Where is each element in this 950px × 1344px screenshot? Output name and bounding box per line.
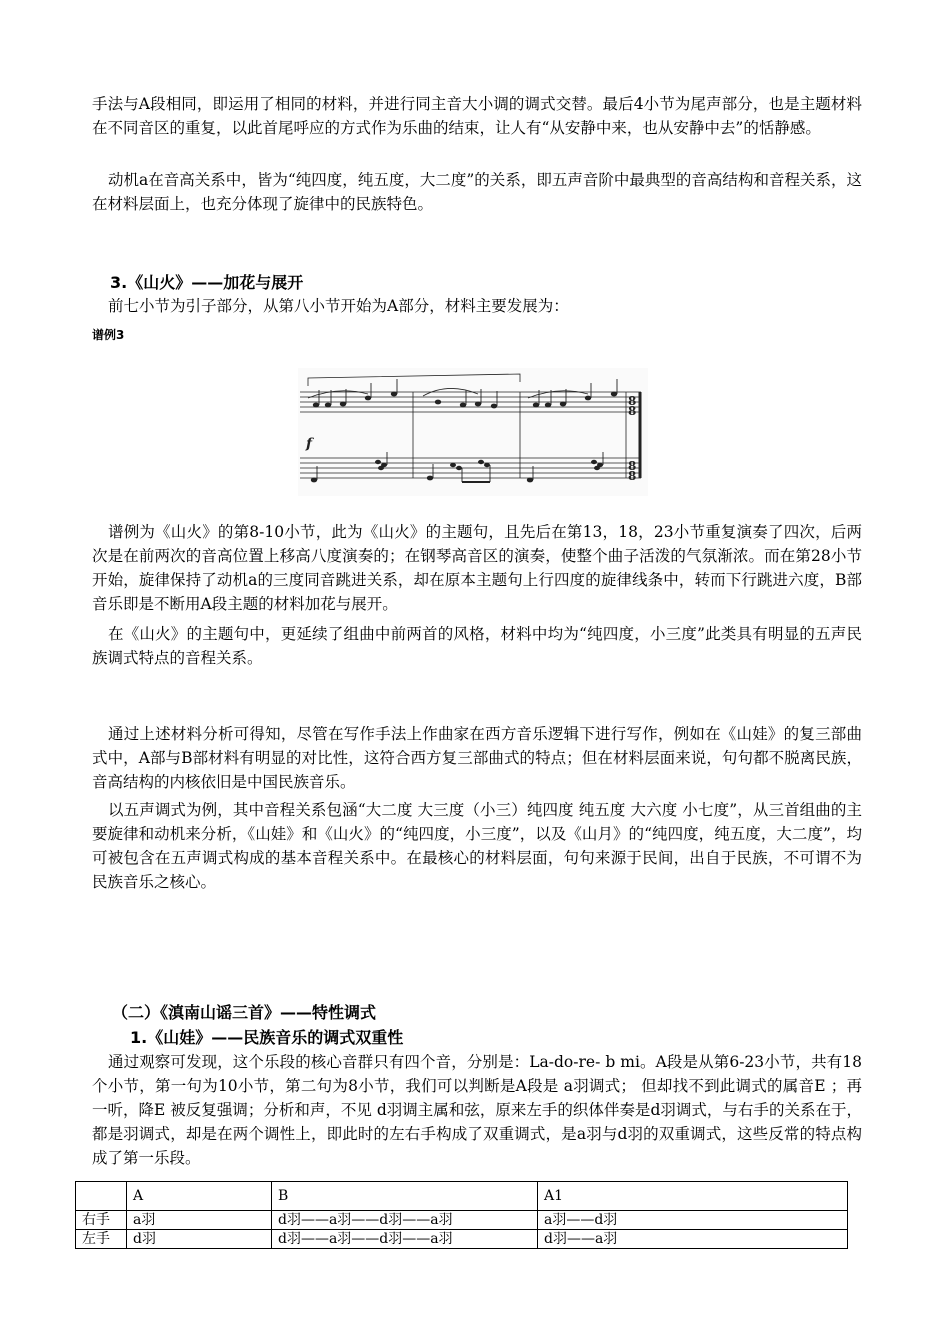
section-heading-shanhuo: 3.《山火》——加花与展开 [110,273,304,292]
table-cell: A1 [538,1182,848,1211]
dynamic-marking: f [306,436,313,452]
paragraph-analysis: 通过上述材料分析可得知，尽管在写作手法上作曲家在西方音乐逻辑下进行写作，例如在《山娃》的复三部曲式中，A部与B部材料有明显的对比性，这符合西方复三部曲式的特点；但在材料层面来说，句句都不脱离民族，音高结构的内核依旧是中国民族音乐。 [92,725,862,791]
mode-table [75,1181,848,1249]
paragraph-theme: 谱例为《山火》的第8-10小节，此为《山火》的主题句，且先后在第13，18，23小节重复演奏了四次，后两次是在前两次的音高位置上移高八度演奏的；在钢琴高音区的演奏，使整个曲子活泼的气氛渐浓。而在第28小节开始，旋律保持了动机a的三度同音跳进关系，却在原本主题句上行四度的旋律线条中，转而下行跳进六度，B部音乐即是不断用A段主题的材料加花与展开。 [92,523,862,613]
paragraph-coda: 手法与A段相同，即运用了相同的材料，并进行同主音大小调的调式交替。最后4小节为尾声部分，也是主题材料在不同音区的重复，以此首尾呼应的方式作为乐曲的结束，让人有“从安静中来，也从安静中去”的恬静感。 [92,95,862,137]
svg-text:8: 8 [628,404,637,418]
table-cell: d羽——a羽 [538,1230,848,1249]
example-label: 谱例3 [92,328,125,342]
table-cell: d羽——a羽——d羽——a羽 [272,1211,538,1230]
music-score-example [298,368,648,496]
table-cell: A [127,1182,272,1211]
paragraph-dual-mode: 通过观察可发现，这个乐段的核心音群只有四个音，分别是：La-do-re- b mi。A段是从第6-23小节，共有18个小节，第一句为10小节，第二句为8小节，我们可以判断是A段是 a羽调式； 但却找不到此调式的属音E ；再一听，降E 被反复强调；分析和声，不见 d羽调主属和弦，原来左手的织体伴奏是d羽调式，与右手的关系在于，都是羽调式，却是在两个调性上，即此时的左右手构成了双重调式，是a羽与d羽的双重调式，这些反常的特点构成了第一乐段。 [92,1053,862,1167]
paragraph-intervals: 在《山火》的主题句中，更延续了组曲中前两首的风格，材料中均为“纯四度，小三度”此类具有明显的五声民族调式特点的音程关系。 [92,625,862,667]
table-cell [76,1182,127,1211]
table-cell: 左手 [76,1230,127,1249]
paragraph-intro: 前七小节为引子部分，从第八小节开始为A部分，材料主要发展为： [108,297,569,315]
paragraph-pentatonic: 以五声调式为例，其中音程关系包涵“大二度 大三度（小三）纯四度 纯五度 大六度 小七度”，从三首组曲的主要旋律和动机来分析，《山娃》和《山火》的“纯四度，小三度”，以及《山月》的“纯四度，纯五度，大二度”，均可被包含在五声调式构成的基本音程关系中。在最核心的材料层面，句句来源于民间，出自于民族，不可谓不为民族音乐之核心。 [92,801,862,891]
table-cell: d羽——a羽——d羽——a羽 [272,1230,538,1249]
table-row [76,1211,848,1230]
svg-text:8: 8 [628,459,637,473]
table-cell: B [272,1182,538,1211]
svg-text:8: 8 [628,394,637,408]
table-header-row [76,1182,848,1211]
subsection-heading-shanwa: 1.《山娃》——民族音乐的调式双重性 [130,1028,404,1047]
table-cell: d羽 [127,1230,272,1249]
table-cell: 右手 [76,1211,127,1230]
svg-text:8: 8 [628,469,637,483]
table-cell: a羽 [127,1211,272,1230]
table-cell: a羽——d羽 [538,1211,848,1230]
paragraph-motive-a: 动机a在音高关系中，皆为“纯四度，纯五度，大二度”的关系，即五声音阶中最典型的音高结构和音程关系，这在材料层面上，也充分体现了旋律中的民族特色。 [92,171,862,213]
part-heading-diannan: （二）《滇南山谣三首》——特性调式 [112,1003,377,1022]
table-row [76,1230,848,1249]
